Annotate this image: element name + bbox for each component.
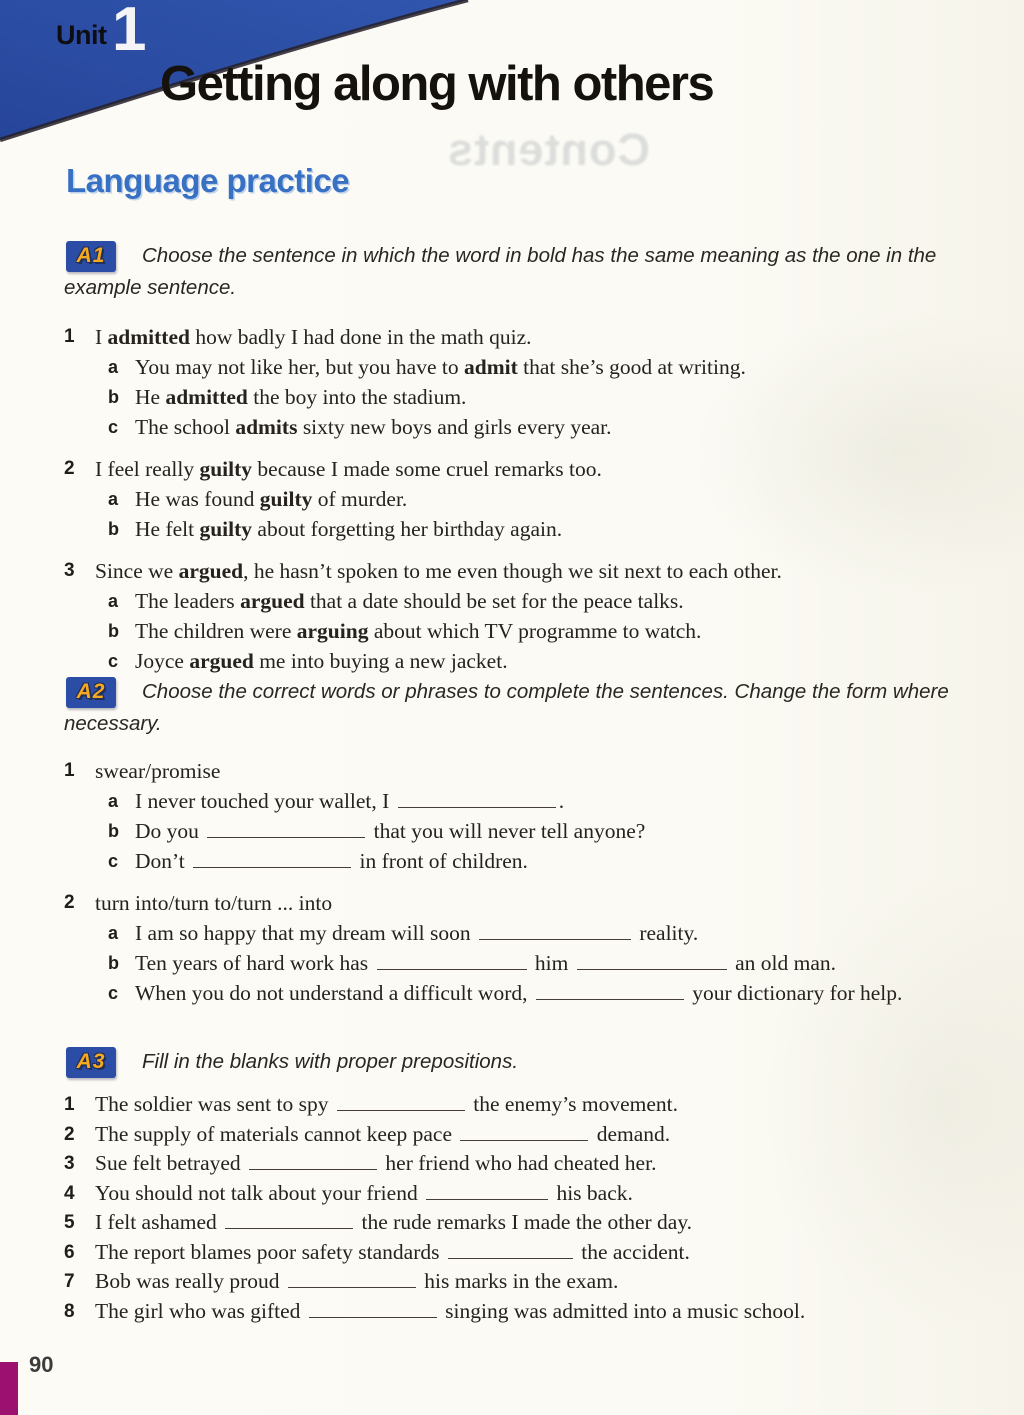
- text-run: the boy into the stadium.: [247, 385, 467, 409]
- option-text: [135, 514, 978, 544]
- text-run: The girl who was gifted: [95, 1298, 306, 1323]
- blank-line: [207, 824, 365, 838]
- text-run: I: [95, 325, 108, 349]
- option-row: [64, 948, 978, 978]
- text-run: I felt ashamed: [95, 1210, 223, 1234]
- item-number: 5: [64, 1212, 75, 1233]
- text-run: his marks in the exam.: [418, 1269, 619, 1293]
- item-stem-row: [64, 454, 978, 484]
- item-stem-row: [64, 322, 978, 352]
- option-row: [64, 816, 978, 846]
- exercise-badge-a2: A2: [66, 677, 116, 708]
- text-run: his back.: [551, 1180, 633, 1205]
- option-letter: c: [108, 983, 119, 1003]
- item-stem-row: [64, 756, 978, 786]
- option-letter: b: [108, 953, 119, 973]
- option-row: [64, 786, 978, 816]
- option-row: [64, 918, 978, 948]
- text-run: demand.: [591, 1121, 671, 1146]
- text-run: turn into/turn to/turn ... into: [95, 891, 333, 915]
- item-stem-row: [64, 1120, 978, 1150]
- bold-word: admit: [463, 355, 518, 379]
- option-row: [64, 978, 978, 1008]
- item-stem-text: [95, 1149, 978, 1179]
- item-stem-text: [95, 1120, 978, 1150]
- footer-accent-bar: [0, 1362, 18, 1415]
- option-letter: a: [108, 791, 119, 811]
- bold-word: guilty: [259, 487, 313, 511]
- option-row: [64, 616, 978, 646]
- item-stem-row: [64, 1238, 978, 1268]
- option-letter: a: [108, 923, 119, 943]
- exercise-item: [64, 888, 978, 1008]
- exercise-a1: [0, 240, 1024, 688]
- option-text: [135, 918, 978, 948]
- option-letter: b: [108, 621, 119, 641]
- text-run: about which TV programme to watch.: [368, 619, 702, 643]
- blank-line: [288, 1274, 416, 1288]
- option-text: [135, 846, 978, 876]
- option-text: [135, 352, 978, 382]
- text-run: I never touched your wallet, I: [135, 789, 395, 813]
- option-letter: a: [108, 591, 119, 611]
- text-run: Sue felt betrayed: [95, 1151, 247, 1175]
- text-run: the enemy’s movement.: [467, 1092, 679, 1116]
- bold-word: argued: [178, 559, 244, 583]
- text-run: swear/promise: [95, 759, 221, 783]
- item-stem-text: [95, 1267, 978, 1297]
- exercise-item: [64, 1120, 978, 1150]
- text-run: the accident.: [575, 1239, 690, 1264]
- exercise-item: [64, 322, 978, 442]
- bold-word: guilty: [199, 517, 253, 541]
- option-letter: c: [108, 417, 119, 437]
- item-stem-text: [95, 1238, 978, 1268]
- text-run: .: [558, 789, 565, 813]
- text-run: The school: [135, 415, 236, 439]
- text-run: Don’t: [135, 849, 191, 873]
- blank-line: [577, 956, 727, 970]
- exercise-instruction: Choose the sentence in which the word in bold has the same meaning as the one in the example sentence.: [64, 244, 937, 299]
- blank-line: [536, 986, 684, 1000]
- option-letter: b: [108, 519, 119, 539]
- text-run: You may not like her, but you have to: [135, 355, 464, 379]
- item-number: 3: [64, 1153, 75, 1174]
- text-run: about forgetting her birthday again.: [252, 517, 563, 541]
- option-row: [64, 352, 978, 382]
- option-letter: b: [108, 821, 119, 841]
- bold-word: admitted: [165, 385, 248, 409]
- item-number: 1: [64, 1094, 75, 1115]
- text-run: , he hasn’t spoken to me even though we sit next to each other.: [243, 559, 782, 583]
- text-run: He was found: [135, 487, 260, 511]
- item-number: 2: [64, 892, 75, 913]
- item-stem-text: [95, 1090, 978, 1120]
- item-number: 2: [64, 1123, 75, 1145]
- item-stem-row: [64, 1149, 978, 1179]
- exercise-item: [64, 1090, 978, 1120]
- item-stem-text: [95, 1208, 978, 1238]
- blank-line: [337, 1097, 465, 1111]
- text-run: in front of children.: [354, 849, 528, 873]
- exercise-badge-a3: A3: [66, 1047, 116, 1078]
- text-run: that you will never tell anyone?: [368, 819, 646, 843]
- option-letter: b: [108, 387, 119, 407]
- bold-word: argued: [189, 649, 254, 673]
- text-run: I feel really: [95, 457, 200, 481]
- blank-line: [193, 854, 351, 868]
- unit-number: 1: [112, 0, 147, 64]
- text-run: of murder.: [312, 487, 408, 511]
- blank-line: [398, 794, 556, 808]
- section-heading: Language practice: [66, 162, 350, 199]
- option-text: [135, 816, 978, 846]
- text-run: singing was admitted into a music school.: [439, 1298, 806, 1323]
- bold-word: arguing: [296, 619, 369, 643]
- option-letter: c: [108, 851, 119, 871]
- text-run: The children were: [135, 619, 297, 643]
- bold-word: admits: [235, 415, 298, 439]
- text-run: her friend who had cheated her.: [380, 1151, 657, 1175]
- blank-line: [309, 1304, 437, 1318]
- item-stem-row: [64, 1208, 978, 1238]
- text-run: When you do not understand a difficult word,: [135, 981, 533, 1005]
- blank-line: [377, 956, 527, 970]
- exercise-item: [64, 1297, 978, 1327]
- exercise-item: [64, 1267, 978, 1297]
- text-run: The report blames poor safety standards: [95, 1239, 445, 1264]
- item-stem-text: [95, 1179, 978, 1209]
- exercise-badge-a1: A1: [66, 241, 116, 272]
- option-row: [64, 846, 978, 876]
- text-run: I am so happy that my dream will soon: [135, 921, 476, 945]
- text-run: how badly I had done in the math quiz.: [189, 325, 532, 349]
- option-text: [135, 484, 978, 514]
- item-stem-text: [95, 756, 978, 786]
- text-run: him: [529, 951, 574, 975]
- text-run: You should not talk about your friend: [95, 1180, 424, 1205]
- option-row: [64, 382, 978, 412]
- blank-line: [460, 1127, 588, 1141]
- text-run: that she’s good at writing.: [517, 355, 746, 379]
- item-stem-row: [64, 1267, 978, 1297]
- item-number: 6: [64, 1241, 75, 1263]
- item-stem-row: [64, 1297, 978, 1327]
- exercise-item: [64, 1149, 978, 1179]
- exercise-item: [64, 1208, 978, 1238]
- text-run: He: [135, 385, 166, 409]
- page-title: Getting along with others: [160, 57, 714, 111]
- blank-line: [225, 1215, 353, 1229]
- item-stem-row: [64, 1090, 978, 1120]
- text-run: The supply of materials cannot keep pace: [95, 1121, 458, 1146]
- ghost-bleedthrough-text: Contents: [447, 124, 650, 175]
- text-run: me into buying a new jacket.: [253, 649, 508, 673]
- blank-line: [426, 1186, 548, 1200]
- exercise-item: [64, 1179, 978, 1209]
- option-row: [64, 586, 978, 616]
- bold-word: guilty: [199, 457, 253, 481]
- item-stem-text: [95, 322, 978, 352]
- bold-word: argued: [240, 589, 305, 613]
- option-letter: c: [108, 651, 119, 671]
- exercise-item: [64, 454, 978, 544]
- text-run: He felt: [135, 517, 200, 541]
- exercise-item: [64, 1238, 978, 1268]
- text-run: The leaders: [135, 589, 241, 613]
- text-run: Bob was really proud: [95, 1269, 285, 1293]
- option-text: [135, 786, 978, 816]
- item-stem-row: [64, 888, 978, 918]
- item-number: 7: [64, 1271, 75, 1292]
- option-row: [64, 412, 978, 442]
- blank-line: [448, 1245, 573, 1259]
- text-run: Ten years of hard work has: [135, 951, 374, 975]
- unit-label: Unit: [56, 20, 107, 50]
- text-run: Since we: [95, 559, 179, 583]
- exercise-a2: [0, 676, 1024, 1020]
- option-letter: a: [108, 489, 119, 509]
- exercise-item: [64, 756, 978, 876]
- text-run: because I made some cruel remarks too.: [252, 457, 602, 481]
- blank-line: [479, 926, 631, 940]
- item-number: 2: [64, 458, 75, 479]
- text-run: that a date should be set for the peace talks.: [304, 589, 684, 613]
- text-run: an old man.: [729, 951, 836, 975]
- option-letter: a: [108, 357, 119, 377]
- item-stem-row: [64, 1179, 978, 1209]
- item-stem-text: [95, 888, 978, 918]
- option-text: [135, 586, 978, 616]
- item-stem-text: [95, 1297, 978, 1327]
- page-number: 90: [29, 1352, 54, 1377]
- text-run: reality.: [633, 921, 699, 945]
- text-run: sixty new boys and girls every year.: [297, 415, 612, 439]
- item-number: 8: [64, 1300, 75, 1322]
- item-number: 4: [64, 1182, 75, 1204]
- item-number: 1: [64, 760, 75, 781]
- item-stem-text: [95, 454, 978, 484]
- text-run: The soldier was sent to spy: [95, 1092, 334, 1116]
- text-run: Do you: [135, 819, 205, 843]
- text-run: the rude remarks I made the other day.: [356, 1210, 693, 1234]
- option-row: [64, 514, 978, 544]
- item-stem-row: [64, 556, 978, 586]
- item-number: 1: [64, 326, 75, 347]
- bold-word: admitted: [107, 325, 190, 349]
- exercise-a3: [0, 1046, 1024, 1326]
- item-number: 3: [64, 560, 75, 581]
- option-text: [135, 978, 978, 1008]
- text-run: Joyce: [135, 649, 190, 673]
- blank-line: [249, 1156, 377, 1170]
- exercise-instruction: Choose the correct words or phrases to complete the sentences. Change the form where necessary.: [64, 680, 949, 735]
- option-text: [135, 948, 978, 978]
- option-text: [135, 412, 978, 442]
- text-run: your dictionary for help.: [686, 981, 903, 1005]
- exercise-instruction: Fill in the blanks with proper prepositions.: [142, 1050, 519, 1073]
- exercise-item: [64, 556, 978, 676]
- item-stem-text: [95, 556, 978, 586]
- option-text: [135, 646, 978, 676]
- option-text: [135, 616, 978, 646]
- option-row: [64, 646, 978, 676]
- option-row: [64, 484, 978, 514]
- option-text: [135, 382, 978, 412]
